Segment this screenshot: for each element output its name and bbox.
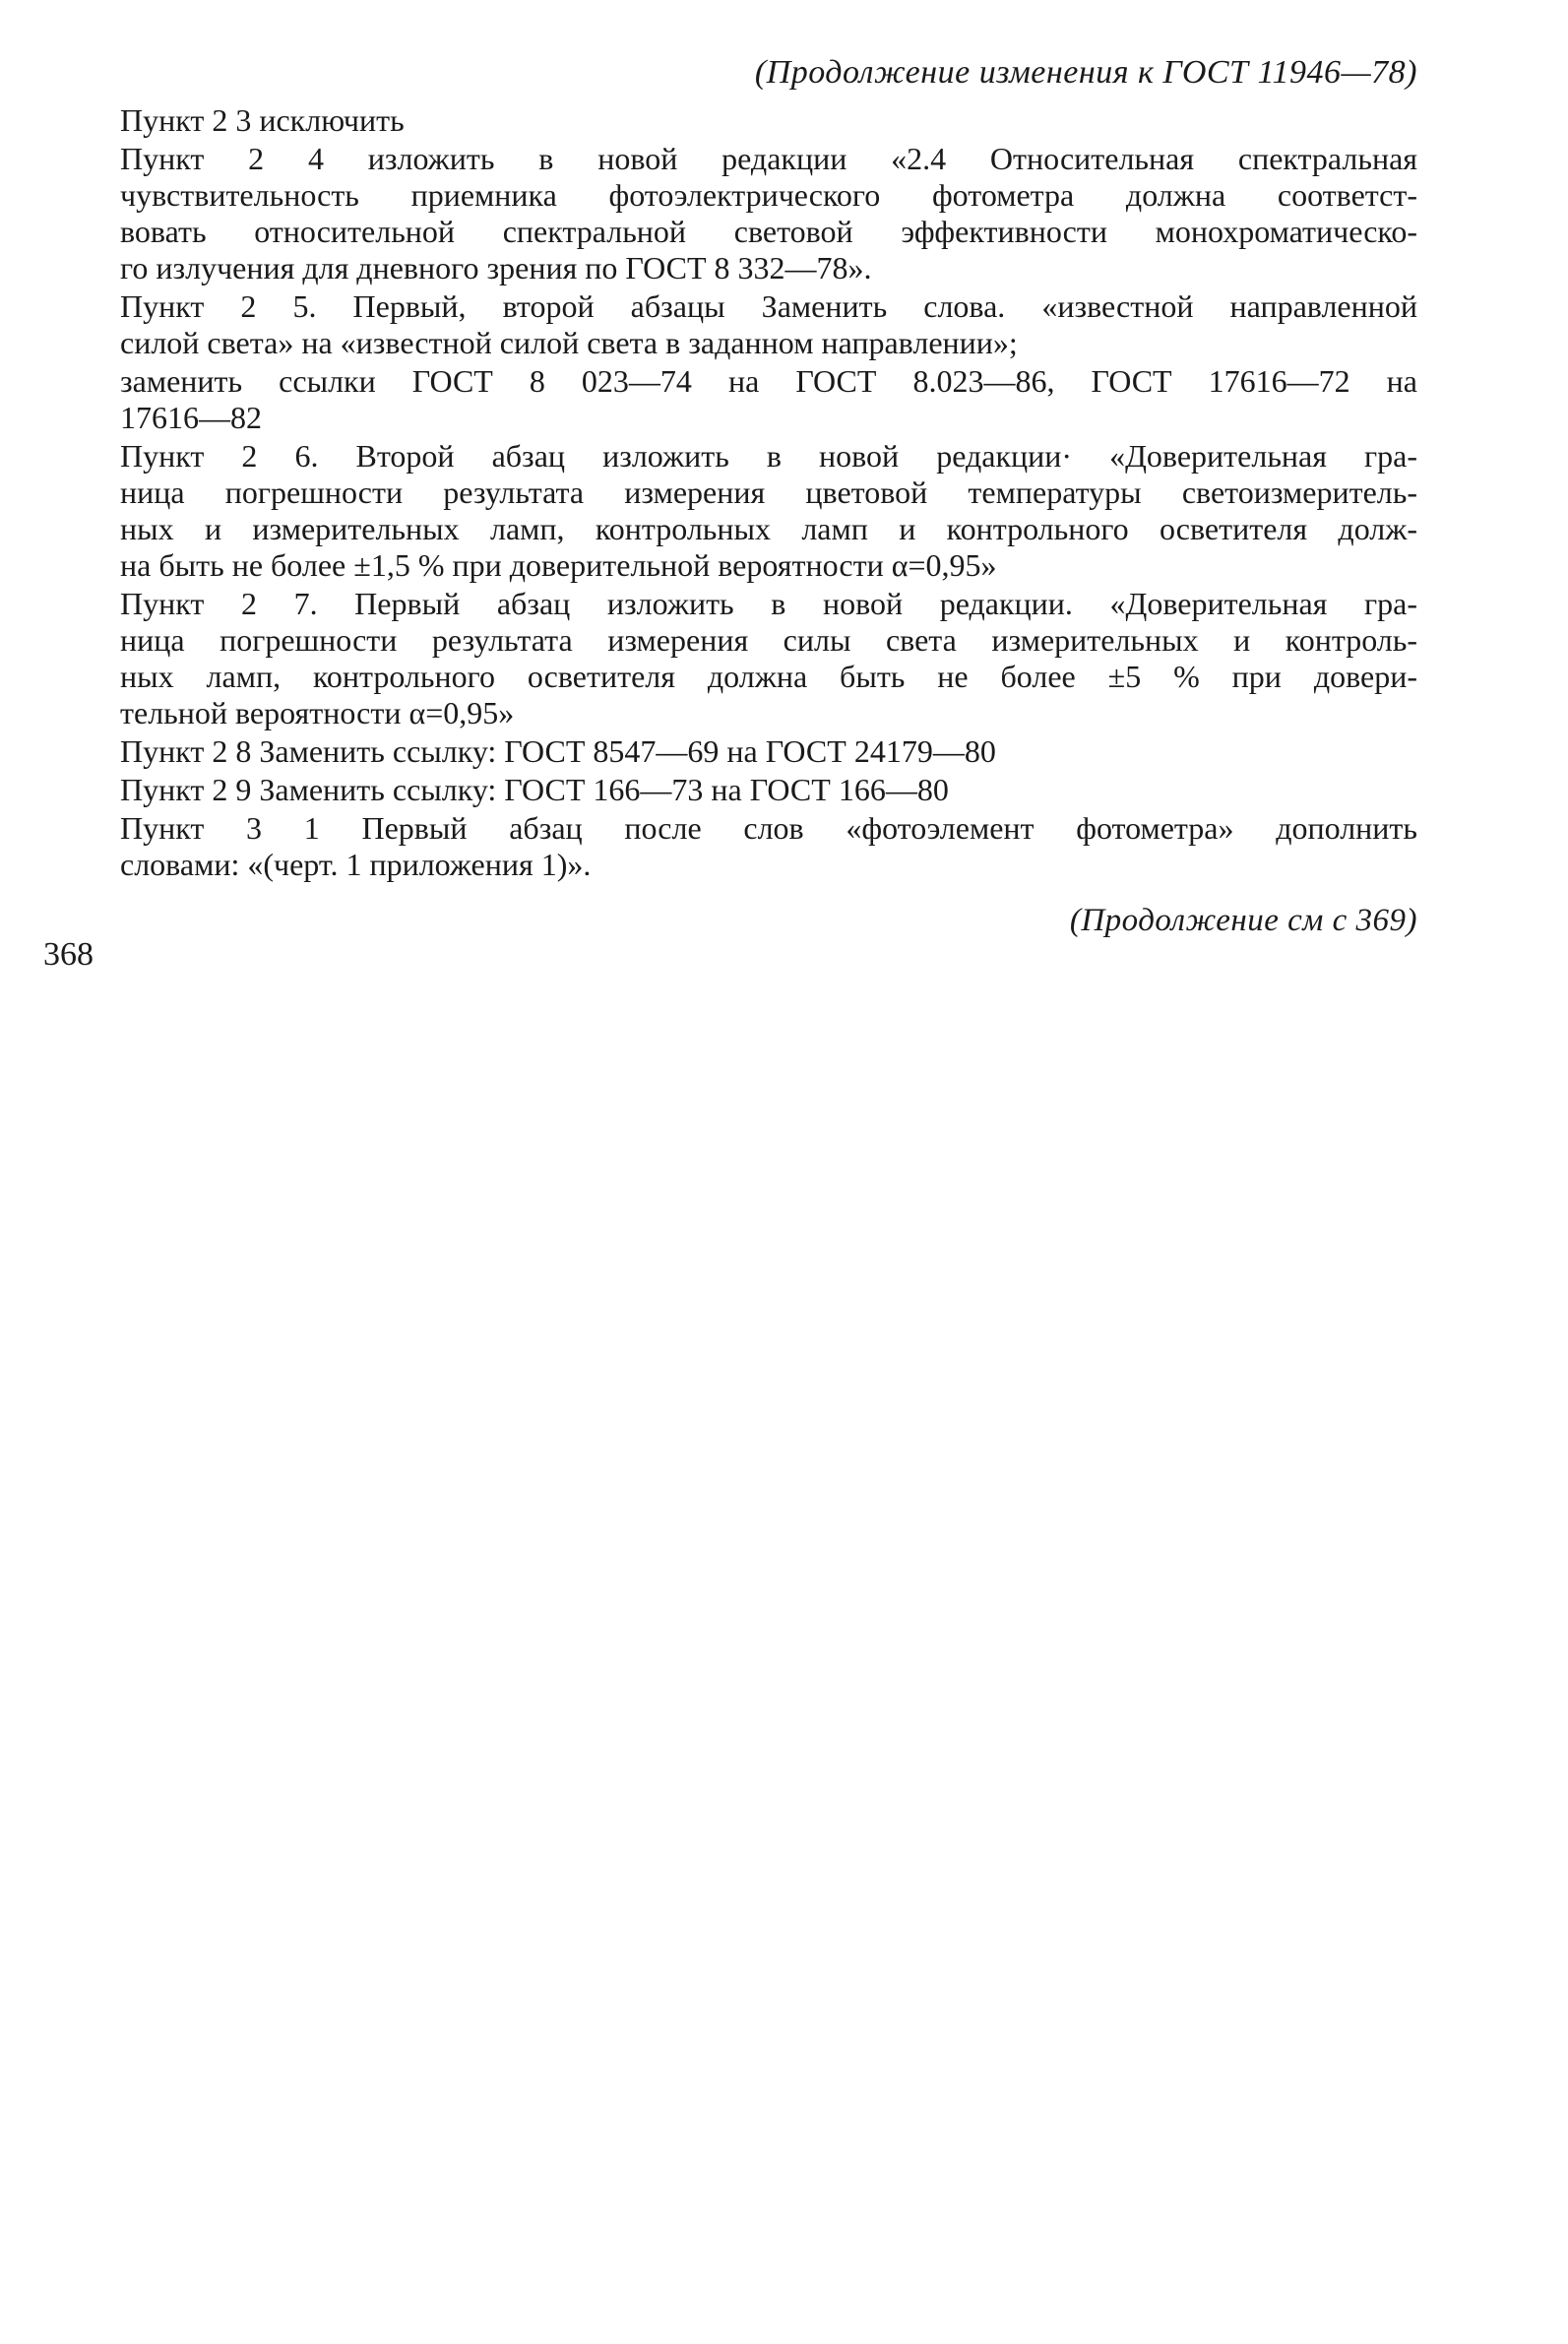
paragraph-2-8 bbox=[120, 733, 1417, 770]
paragraph-line: ных и измерительных ламп, контрольных ламп и контрольного осветителя долж- bbox=[120, 511, 1417, 546]
paragraph-line: ница погрешности результата измерения цветовой температуры светоизмеритель- bbox=[120, 475, 1417, 510]
page-number: 368 bbox=[43, 936, 94, 973]
paragraph-2-9 bbox=[120, 772, 1417, 808]
paragraph-line: 17616—82 bbox=[120, 400, 262, 435]
paragraph-line: Пункт 2 6. Второй абзац изложить в новой редакции· «Доверительная гра- bbox=[120, 438, 1417, 474]
paragraph-line: Пункт 2 7. Первый абзац изложить в новой редакции. «Доверительная гра- bbox=[120, 586, 1417, 621]
paragraph-2-6 bbox=[120, 438, 1417, 584]
paragraph-line: силой света» на «известной силой света в заданном направлении»; bbox=[120, 325, 1018, 360]
paragraph-line: Пункт 2 5. Первый, второй абзацы Заменить слова. «известной направленной bbox=[120, 288, 1417, 324]
paragraph-line: тельной вероятности α=0,95» bbox=[120, 695, 515, 730]
paragraph-line: ных ламп, контрольного осветителя должна быть не более ±5 % при довери- bbox=[120, 659, 1417, 694]
paragraph-line: Пункт 3 1 Первый абзац после слов «фотоэлемент фотометра» дополнить bbox=[120, 810, 1417, 846]
paragraph-line: вовать относительной спектральной световой эффективности монохроматическо- bbox=[120, 214, 1417, 249]
paragraph-2-4 bbox=[120, 141, 1417, 286]
document-page bbox=[120, 53, 1417, 940]
paragraph-line: Пункт 2 4 изложить в новой редакции «2.4 Относительная спектральная bbox=[120, 141, 1417, 176]
paragraph-3-1 bbox=[120, 810, 1417, 883]
paragraph-line: на быть не более ±1,5 % при доверительной вероятности α=0,95» bbox=[120, 547, 997, 583]
paragraph-line: Пункт 2 3 исключить bbox=[120, 102, 405, 138]
paragraph-2-7 bbox=[120, 586, 1417, 731]
paragraph-line: словами: «(черт. 1 приложения 1)». bbox=[120, 847, 592, 882]
paragraph-line: ница погрешности результата измерения силы света измерительных и контроль- bbox=[120, 622, 1417, 658]
paragraph-line: Пункт 2 8 Заменить ссылку: ГОСТ 8547—69 на ГОСТ 24179—80 bbox=[120, 733, 996, 769]
paragraph-line: Пункт 2 9 Заменить ссылку: ГОСТ 166—73 на ГОСТ 166—80 bbox=[120, 772, 949, 807]
paragraph-line: го излучения для дневного зрения по ГОСТ 8 332—78». bbox=[120, 250, 872, 285]
paragraph-line: заменить ссылки ГОСТ 8 023—74 на ГОСТ 8.023—86, ГОСТ 17616—72 на bbox=[120, 363, 1417, 399]
continuation-footer-note: (Продолжение см с 369) bbox=[1069, 903, 1417, 938]
paragraph-2-5 bbox=[120, 288, 1417, 361]
paragraph-line: чувствительность приемника фотоэлектрического фотометра должна соответст- bbox=[120, 177, 1417, 213]
continuation-header: (Продолжение изменения к ГОСТ 11946—78) bbox=[754, 54, 1417, 91]
paragraph-2-3 bbox=[120, 102, 1417, 139]
paragraph-2-5-references bbox=[120, 363, 1417, 436]
